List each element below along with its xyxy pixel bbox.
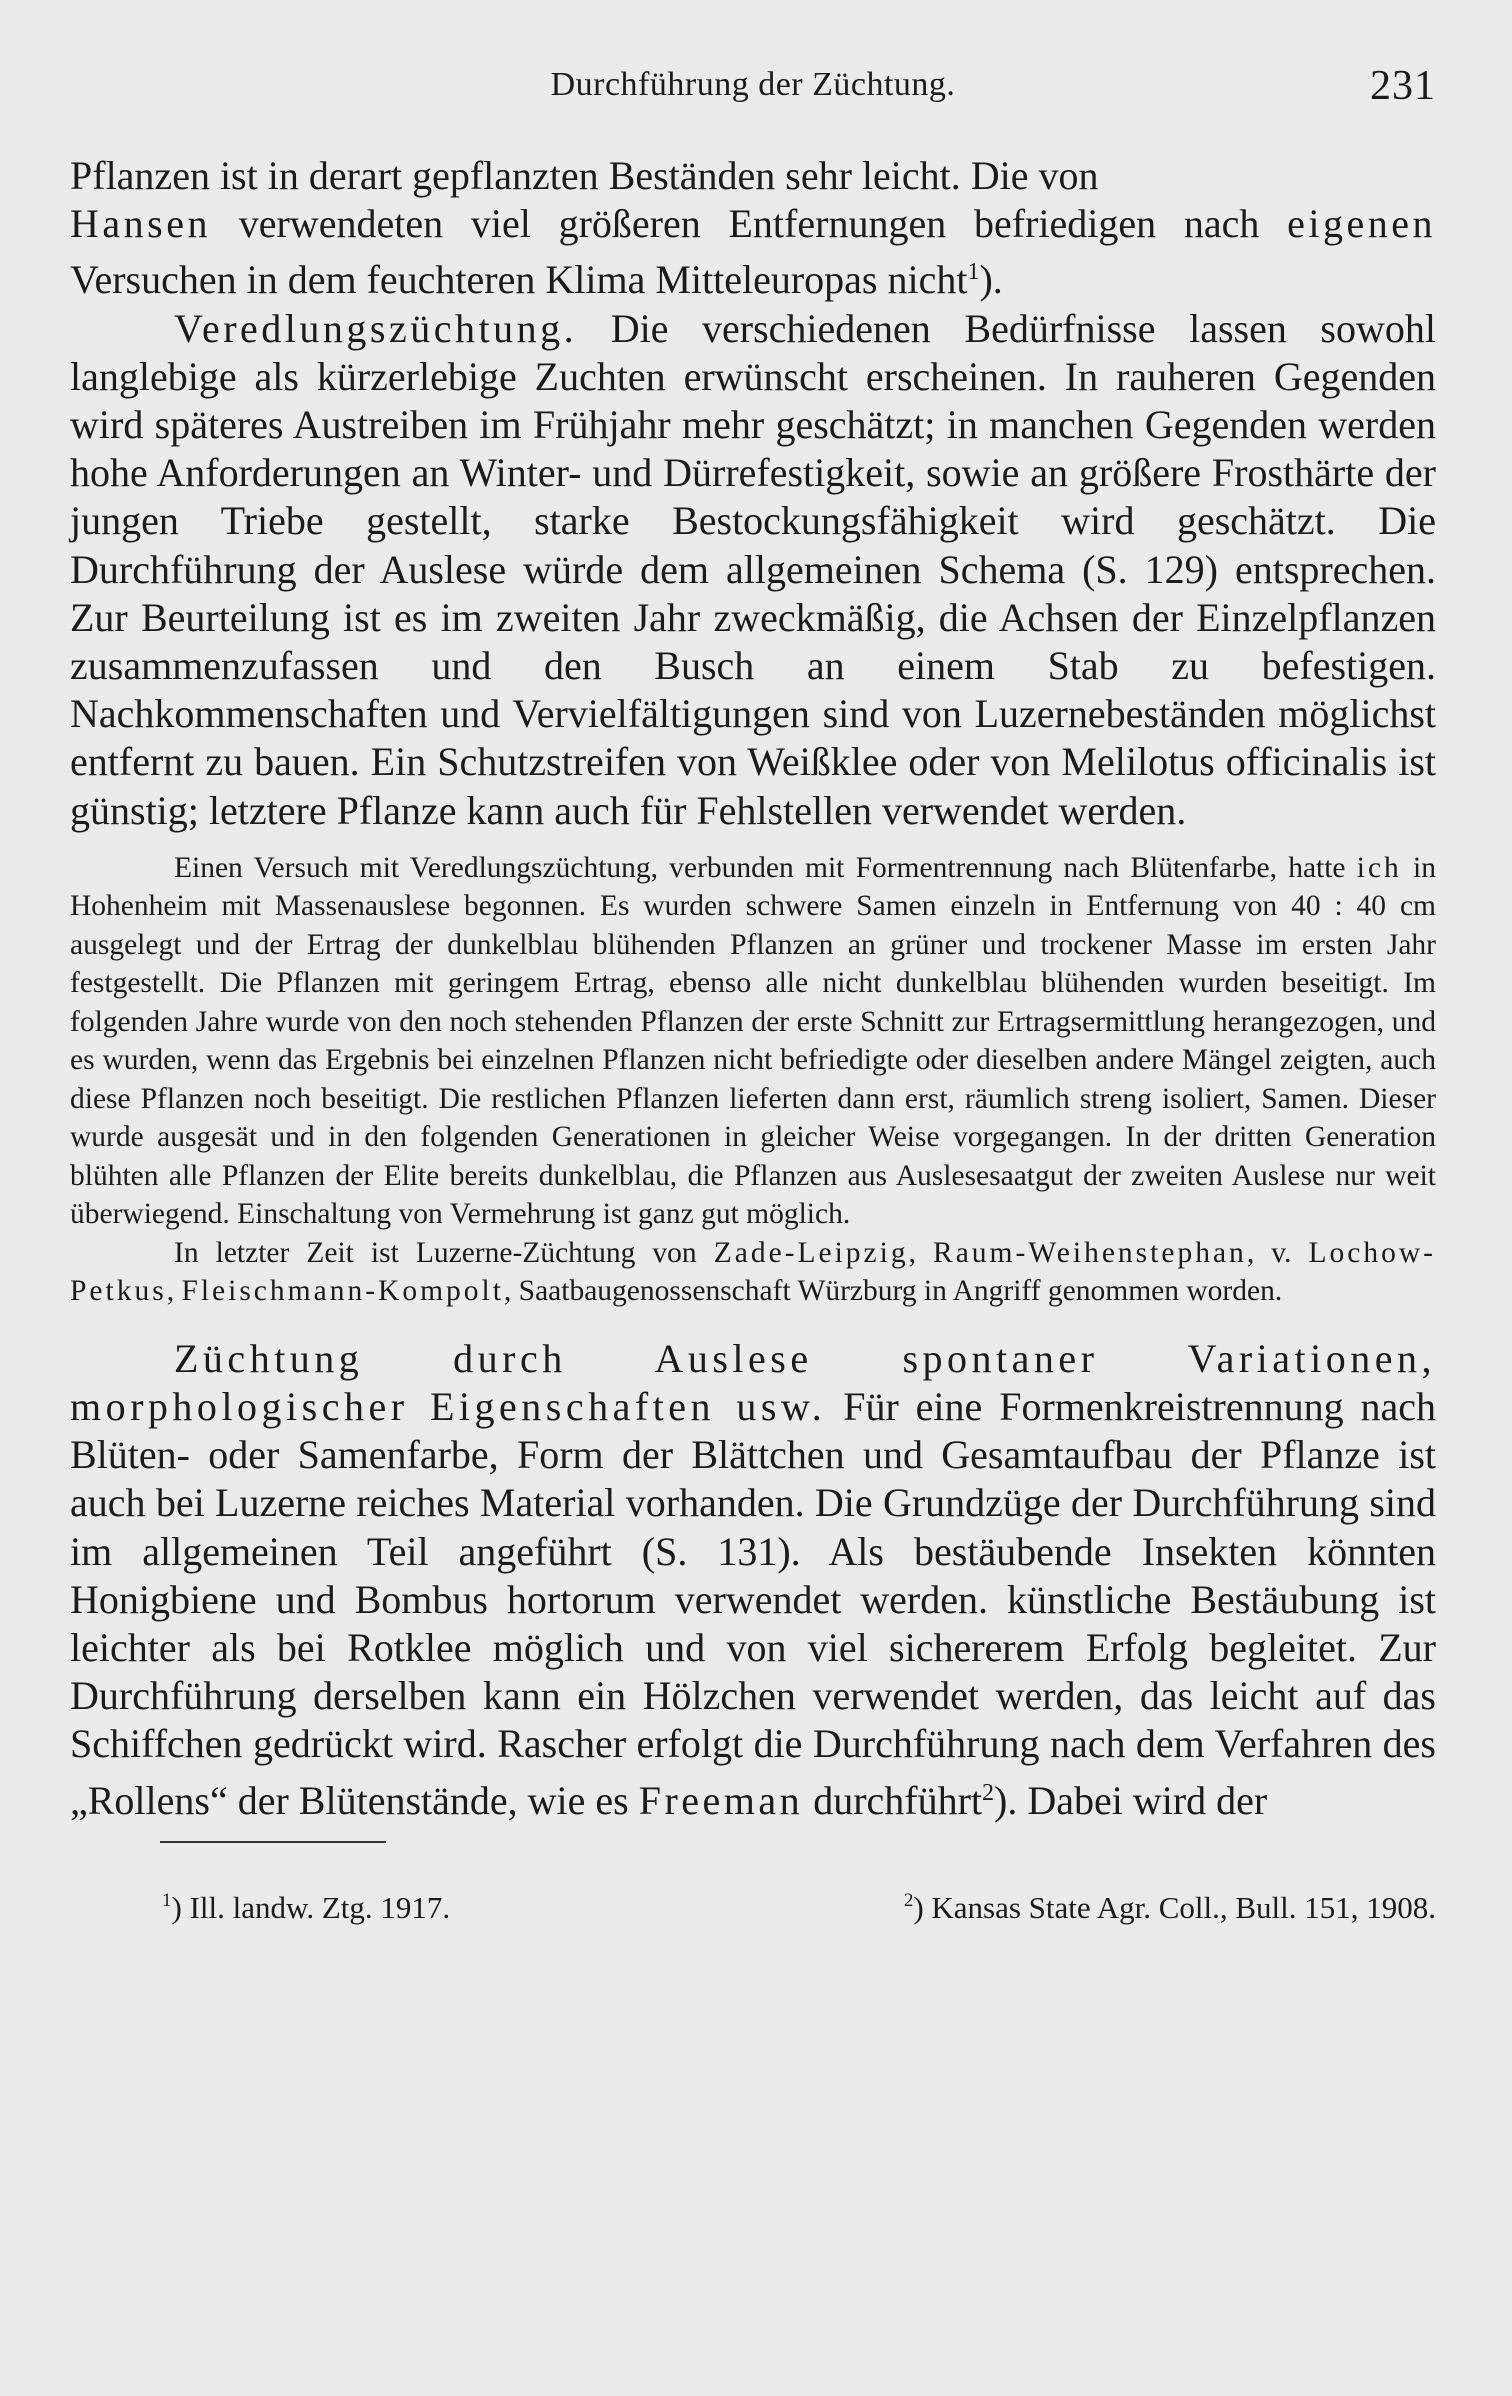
text-run: , Saatbaugenossenschaft Würzburg in Angriff genommen worden. [503, 1275, 1283, 1308]
running-title: Durchführung der Züchtung. [550, 66, 956, 103]
text-run: Pflanzen ist in derart gepflanzten Beständen sehr leicht. Die von [70, 153, 1099, 198]
main-text-continued [70, 1335, 1436, 1825]
footnotes [70, 1881, 1436, 1928]
page-number: 231 [1370, 63, 1436, 109]
footnote-ref: 1 [967, 259, 980, 286]
text-run: durchführt [803, 1777, 983, 1823]
section-heading: Züchtung durch Auslese spontaner Variationen, morphologischer Eigenschaften usw. [70, 1335, 1436, 1430]
text-run: ). Dabei wird der [994, 1777, 1268, 1823]
paragraph-auslese [70, 1335, 1436, 1825]
text-run: In letzter Zeit ist Luzerne-Züchtung von [174, 1236, 714, 1269]
footnote-marker: 1 [162, 1889, 172, 1911]
text-run: , v. [1246, 1236, 1309, 1269]
emphasis: ich [1356, 851, 1402, 884]
emphasis: eigenen [1287, 201, 1436, 247]
breeder-name: Fleischmann-Kompolt [181, 1275, 504, 1308]
footnote-divider [160, 1841, 386, 1843]
footnote-marker: 2 [903, 1889, 914, 1911]
text-run: Einen Versuch mit Veredlungszüchtung, verbunden mit Formentrennung nach Blütenfarbe, hatte [174, 851, 1357, 884]
text-run: in Hohenheim mit Massenauslese begonnen. Es wurden schwere Samen einzeln in Entfernung von 40 : 40 cm ausgelegt und der Ertrag der dunkelblau blühenden Pflanzen an grüner und trockener Masse im ersten Jahr festgestellt. Die Pflanzen mit geringem Ertrag, ebenso alle nicht dunkelblau blühenden wurden beseitigt. Im folgenden Jahre wurde von den noch stehenden Pflanzen der erste Schnitt zur Ertragsermittlung herangezogen, und es wurden, wenn das Ergebnis bei einzelnen Pflanzen nicht befriedigte oder dieselben andere Mängel zeigten, auch diese Pflanzen noch beseitigt. Die restlichen Pflanzen lieferten dann erst, räumlich streng isoliert, Samen. Dieser wurde ausgesät und in den folgenden Generationen in gleicher Weise vorgegangen. In der dritten Generation blühten alle Pflanzen der Elite bereits dunkelblau, die Pflanzen aus Auslesesaatgut der zweiten Auslese nur weit überwiegend. Einschaltung von Vermehrung ist ganz gut möglich. [70, 851, 1436, 1231]
footnote-ref: 2 [982, 1779, 995, 1806]
text-run: Versuchen in dem feuchteren Klima Mitteleuropas nicht [70, 257, 968, 303]
breeder-name: Zade-Leipzig [713, 1236, 909, 1269]
text-run: Die verschiedenen Bedürfnisse lassen sowohl langlebige als kürzerlebige Zuchten erwünscht erscheinen. In rauheren Gegenden wird späteres Austreiben im Frühjahr mehr geschätzt; in manchen Gegenden werden hohe Anforderungen an Winter- und Dürrefestigkeit, sowie an größere Frosthärte der jungen Triebe gestellt, starke Bestockungsfähigkeit wird geschätzt. Die Durchführung der Auslese würde dem allgemeinen Schema (S. 129) entsprechen. Zur Beurteilung ist es im zweiten Jahr zweckmäßig, die Achsen der Einzelpflanzen zusammenzufassen und den Busch an einem Stab zu befestigen. Nachkommenschaften und Vervielfältigungen sind von Luzernebeständen möglichst entfernt zu bauen. Ein Schutzstreifen von Weißklee oder von Melilotus officinalis ist günstig; letztere Pflanze kann auch für Fehlstellen verwendet werden. [70, 305, 1436, 833]
footnote-text: ) Kansas State Agr. Coll., Bull. 151, 1908. [913, 1889, 1436, 1925]
text-run: ). [979, 257, 1003, 303]
small-paragraph-experiment [70, 849, 1436, 1234]
text-run: , [908, 1236, 934, 1269]
text-run: verwendeten viel größeren Entfernungen befriedigen nach [210, 201, 1260, 247]
running-header [70, 58, 1436, 118]
footnote-1 [162, 1881, 450, 1928]
text-run: , [166, 1275, 182, 1308]
small-paragraph-breeders [70, 1234, 1436, 1311]
main-text [70, 152, 1436, 835]
section-heading: Veredlungszüchtung. [174, 305, 578, 351]
text-run: Für eine Formenkreistrennung nach Blüten- oder Samenfarbe, Form der Blättchen und Gesamtaufbau der Pflanze ist auch bei Luzerne reiches Material vorhanden. Die Grundzüge der Durchführung sind im allgemeinen Teil angeführt (S. 131). Als bestäubende Insekten könnten Honigbiene und Bombus hortorum verwendet werden. künstliche Bestäubung ist leichter als bei Rotklee möglich und von viel sichererem Erfolg begleitet. Zur Durchführung derselben kann ein Hölzchen verwendet werden, das leicht auf das Schiffchen gedrückt wird. Rascher erfolgt die Durchführung nach dem Verfahren des „Rollens“ der Blütenstände, wie es [70, 1384, 1436, 1823]
small-print-block [70, 849, 1436, 1311]
author-name: Hansen [70, 201, 211, 247]
footnote-2 [904, 1881, 1436, 1928]
paragraph-veredlung [70, 305, 1436, 835]
paragraph-intro [70, 152, 1436, 305]
footnote-text: ) Ill. landw. Ztg. 1917. [171, 1889, 451, 1925]
breeder-name: Raum-Weihenstephan [933, 1236, 1247, 1269]
breeder-name: Lochow-Petkus [70, 1236, 1436, 1308]
person-name: Freeman [638, 1777, 804, 1823]
